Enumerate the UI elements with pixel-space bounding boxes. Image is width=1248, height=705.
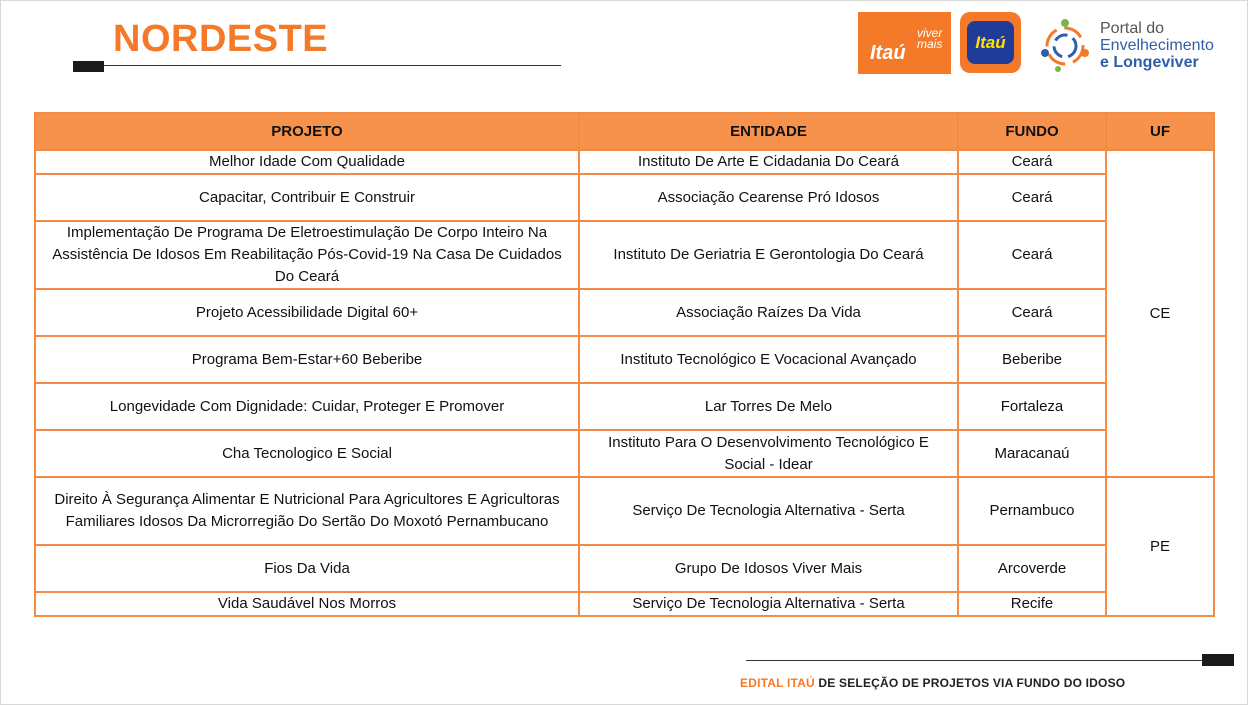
- cell-projeto: Capacitar, Contribuir E Construir: [35, 174, 579, 221]
- cell-projeto: Programa Bem-Estar+60 Beberibe: [35, 336, 579, 383]
- table-row: [35, 545, 1214, 592]
- viver-mais-tagline-2: mais: [917, 37, 943, 51]
- table-row: [35, 383, 1214, 430]
- cell-fundo: Fortaleza: [958, 383, 1106, 430]
- footer-caption-accent: EDITAL ITAÚ: [740, 676, 815, 690]
- cell-projeto: Vida Saudável Nos Morros: [35, 592, 579, 616]
- cell-entidade: Instituto Para O Desenvolvimento Tecnológico E Social - Idear: [579, 430, 958, 477]
- table-row: [35, 174, 1214, 221]
- table-row: [35, 221, 1214, 289]
- header-entidade: ENTIDADE: [579, 113, 958, 150]
- cell-entidade: Instituto De Geriatria E Gerontologia Do Ceará: [579, 221, 958, 289]
- cell-entidade: Lar Torres De Melo: [579, 383, 958, 430]
- portal-logo-icon: [1036, 17, 1094, 75]
- table-row: [35, 289, 1214, 336]
- itau-logo-text: Itaú: [967, 21, 1014, 64]
- table-row: [35, 336, 1214, 383]
- cell-entidade: Instituto Tecnológico E Vocacional Avançado: [579, 336, 958, 383]
- page-title: NORDESTE: [113, 18, 329, 60]
- viver-mais-logo-tagline: [917, 28, 942, 50]
- cell-projeto: Cha Tecnologico E Social: [35, 430, 579, 477]
- footer-divider: [746, 660, 1204, 661]
- itau-logo: [960, 12, 1021, 73]
- cell-fundo: Ceará: [958, 174, 1106, 221]
- projects-table: [34, 112, 1215, 617]
- cell-entidade: Associação Raízes Da Vida: [579, 289, 958, 336]
- cell-projeto: Projeto Acessibilidade Digital 60+: [35, 289, 579, 336]
- cell-fundo: Ceará: [958, 289, 1106, 336]
- portal-logo-line2: Envelhecimento: [1100, 37, 1214, 54]
- title-accent-bar: [73, 61, 104, 72]
- footer-caption-rest: DE SELEÇÃO DE PROJETOS VIA FUNDO DO IDOSO: [814, 676, 1126, 690]
- cell-fundo: Maracanaú: [958, 430, 1106, 477]
- cell-uf-pe: PE: [1106, 477, 1214, 616]
- cell-projeto: Fios Da Vida: [35, 545, 579, 592]
- cell-entidade: Serviço De Tecnologia Alternativa - Serta: [579, 592, 958, 616]
- cell-fundo: Beberibe: [958, 336, 1106, 383]
- footer-accent-bar: [1202, 654, 1234, 666]
- cell-fundo: Ceará: [958, 150, 1106, 174]
- cell-entidade: Instituto De Arte E Cidadania Do Ceará: [579, 150, 958, 174]
- table-row: [35, 150, 1214, 174]
- table-row: [35, 477, 1214, 545]
- cell-projeto: Longevidade Com Dignidade: Cuidar, Proteger E Promover: [35, 383, 579, 430]
- header-uf: UF: [1106, 113, 1214, 150]
- portal-logo-line3: e Longeviver: [1100, 54, 1199, 71]
- itau-viver-mais-logo: [858, 12, 951, 74]
- header-projeto: PROJETO: [35, 113, 579, 150]
- portal-logo-text: [1100, 20, 1214, 71]
- cell-projeto: Direito À Segurança Alimentar E Nutricional Para Agricultores E Agricultoras Familiares Idosos Da Microrregião Do Sertão Do Moxotó Pernambucano: [35, 477, 579, 545]
- cell-fundo: Recife: [958, 592, 1106, 616]
- cell-entidade: Associação Cearense Pró Idosos: [579, 174, 958, 221]
- cell-entidade: Grupo De Idosos Viver Mais: [579, 545, 958, 592]
- footer-caption: [740, 676, 1125, 690]
- cell-fundo: Ceará: [958, 221, 1106, 289]
- cell-projeto: Implementação De Programa De Eletroestimulação De Corpo Inteiro Na Assistência De Idosos Em Reabilitação Pós-Covid-19 Na Casa De Cuidados Do Ceará: [35, 221, 579, 289]
- cell-fundo: Arcoverde: [958, 545, 1106, 592]
- cell-fundo: Pernambuco: [958, 477, 1106, 545]
- table-row: [35, 430, 1214, 477]
- title-divider: [104, 65, 561, 66]
- table-row: [35, 592, 1214, 616]
- header-fundo: FUNDO: [958, 113, 1106, 150]
- cell-uf-ce: CE: [1106, 150, 1214, 477]
- cell-projeto: Melhor Idade Com Qualidade: [35, 150, 579, 174]
- viver-mais-logo-brand: Itaú: [870, 42, 906, 64]
- cell-entidade: Serviço De Tecnologia Alternativa - Serta: [579, 477, 958, 545]
- table-header-row: [35, 113, 1214, 150]
- portal-logo-line1: Portal do: [1100, 20, 1165, 37]
- viver-mais-tagline-1: viver: [917, 26, 943, 40]
